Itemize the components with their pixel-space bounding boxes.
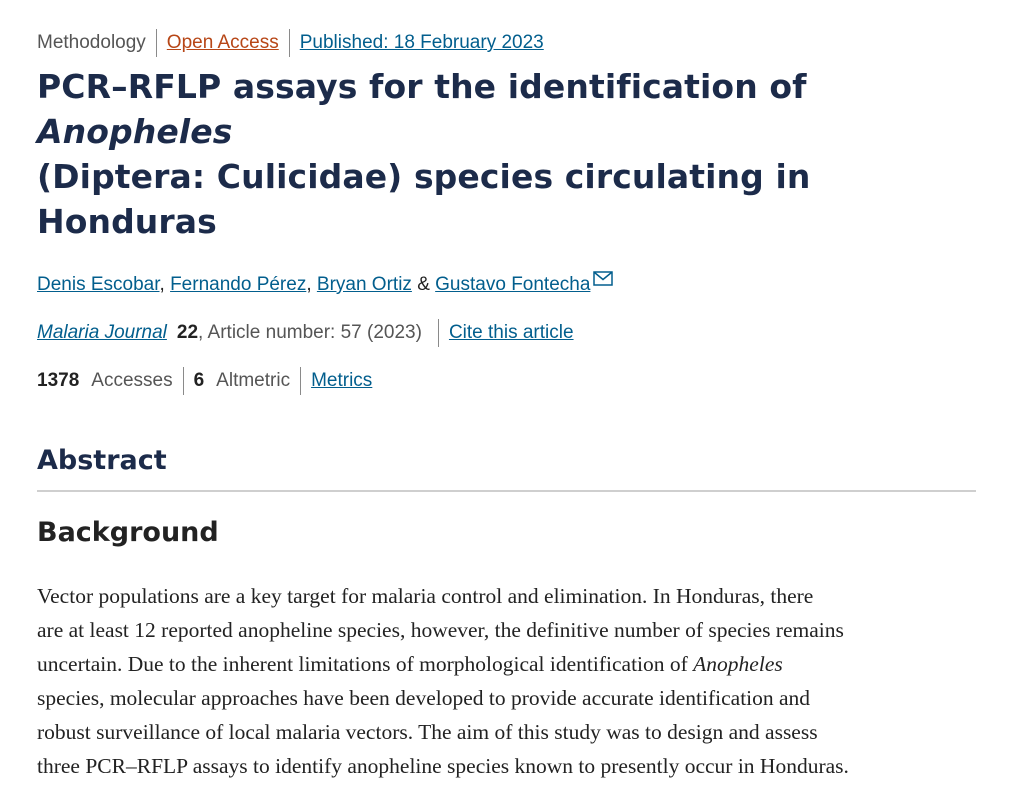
abstract-line: Vector populations are a key target for malaria control and elimination. In Honduras, there: [37, 584, 814, 609]
author-link[interactable]: Bryan Ortiz: [316, 274, 412, 295]
accesses-count: 1378: [37, 370, 80, 391]
abstract-italic-genus: Anopheles: [693, 652, 783, 677]
title-part-1: PCR–RFLP assays for the identification of: [37, 67, 807, 106]
author-link[interactable]: Fernando Pérez: [170, 274, 307, 295]
author-separator: ,: [159, 274, 171, 295]
metrics-link[interactable]: Metrics: [311, 370, 373, 391]
meta-divider: [183, 367, 184, 395]
journal-row: [37, 320, 977, 346]
meta-divider: [300, 367, 301, 395]
author-separator: &: [411, 274, 436, 295]
abstract-heading: Abstract: [37, 444, 976, 492]
meta-divider: [289, 29, 290, 57]
title-italic-genus: Anopheles: [37, 112, 233, 151]
journal-link[interactable]: Malaria Journal: [37, 322, 167, 343]
author-link[interactable]: Denis Escobar: [37, 274, 160, 295]
article-meta-row: [37, 30, 977, 56]
abstract-line: species, molecular approaches have been developed to provide accurate identification and: [37, 686, 811, 711]
journal-volume: 22: [176, 322, 199, 343]
altmetric-label: Altmetric: [216, 370, 291, 391]
abstract-line-text: uncertain. Due to the inherent limitations of morphological identification of: [37, 652, 694, 677]
metrics-row: [37, 368, 977, 394]
published-date-link[interactable]: Published: 18 February 2023: [299, 32, 544, 53]
article-number: , Article number: 57 (2023): [198, 322, 422, 343]
cite-article-link[interactable]: Cite this article: [448, 322, 574, 343]
altmetric-count: 6: [193, 370, 205, 391]
author-separator: ,: [306, 274, 317, 295]
article-type: Methodology: [37, 32, 146, 53]
meta-divider: [438, 319, 439, 347]
author-list: [37, 268, 977, 294]
abstract-line: [37, 647, 977, 681]
background-heading: Background: [37, 517, 219, 549]
title-part-2: (Diptera: Culicidae) species circulating in Honduras: [37, 157, 811, 241]
article-title: [37, 64, 977, 244]
article-header: [37, 30, 977, 805]
meta-divider: [156, 29, 157, 57]
abstract-line: robust surveillance of local malaria vectors. The aim of this study was to design and assess: [37, 720, 818, 745]
open-access-link[interactable]: Open Access: [166, 32, 279, 53]
abstract-line: are at least 12 reported anopheline species, however, the definitive number of species remains: [37, 618, 844, 643]
mail-icon[interactable]: [593, 268, 613, 294]
abstract-line: three PCR–RFLP assays to identify anopheline species known to presently occur in Honduras.: [37, 754, 849, 779]
accesses-label: Accesses: [91, 370, 173, 391]
abstract-paragraph: [37, 579, 977, 783]
author-link[interactable]: Gustavo Fontecha: [435, 274, 591, 295]
